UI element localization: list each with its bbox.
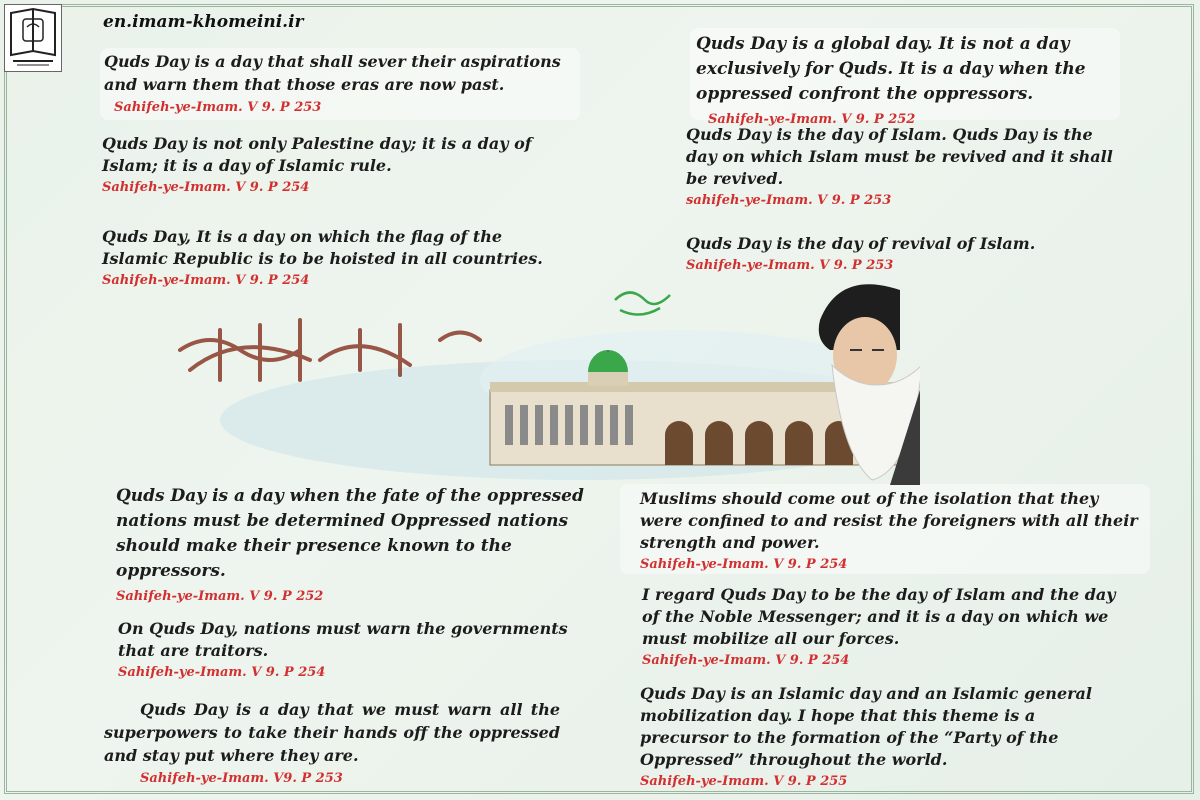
- quote-8: On Quds Day, nations must warn the governments that are traitors. Sahifeh-ye-Imam. V 9. P 254: [118, 619, 568, 680]
- mosque-calligraphy-illustration: [160, 270, 920, 485]
- quote-5: Quds Day is the day of Islam. Quds Day is the day on which Islam must be revived and it shall be revived. sahifeh-ye-Imam. V 9. P 253: [686, 125, 1113, 208]
- quote-1: Quds Day is a day that shall sever their aspirations and warn them that those eras are now past. Sahifeh-ye-Imam. V 9. P 253: [104, 52, 561, 115]
- site-url: en.imam-khomeini.ir: [103, 12, 304, 32]
- quote-6: Quds Day is the day of revival of Islam. Sahifeh-ye-Imam. V 9. P 253: [686, 234, 1036, 273]
- quote-3: Quds Day, It is a day on which the flag of the Islamic Republic is to be hoisted in all countries. Sahifeh-ye-Imam. V 9. P 254: [102, 227, 543, 288]
- quote-9: Quds Day is a day that we must warn all the superpowers to take their hands off the oppressed and stay put where they are. Sahifeh-ye-Imam. V9. P 253: [104, 700, 560, 786]
- quote-12: Quds Day is an Islamic day and an Islamic general mobilization day. I hope that this theme is a precursor to the formation of the “Party of the Oppressed” throughout the world. Sahifeh-ye-Imam. V 9. P 255: [640, 684, 1092, 789]
- quote-2: Quds Day is not only Palestine day; it is a day of Islam; it is a day of Islamic rule. Sahifeh-ye-Imam. V 9. P 254: [102, 134, 532, 195]
- quote-10: Muslims should come out of the isolation that they were confined to and resist the foreigners with all their strength and power. Sahifeh-ye-Imam. V 9. P 254: [640, 489, 1138, 572]
- quote-4: Quds Day is a global day. It is not a day exclusively for Quds. It is a day when the oppressed confront the oppressors. Sahifeh-ye-Imam. V 9. P 252: [696, 34, 1086, 127]
- quote-11: I regard Quds Day to be the day of Islam and the day of the Noble Messenger; and it is a day on which we must mobilize all our forces. Sahifeh-ye-Imam. V 9. P 254: [642, 585, 1116, 668]
- book-seal-logo-icon: [4, 4, 62, 72]
- quote-7: Quds Day is a day when the fate of the oppressed nations must be determined Oppressed nations should make their presence known to the oppressors. Sahifeh-ye-Imam. V 9. P 252: [116, 486, 584, 604]
